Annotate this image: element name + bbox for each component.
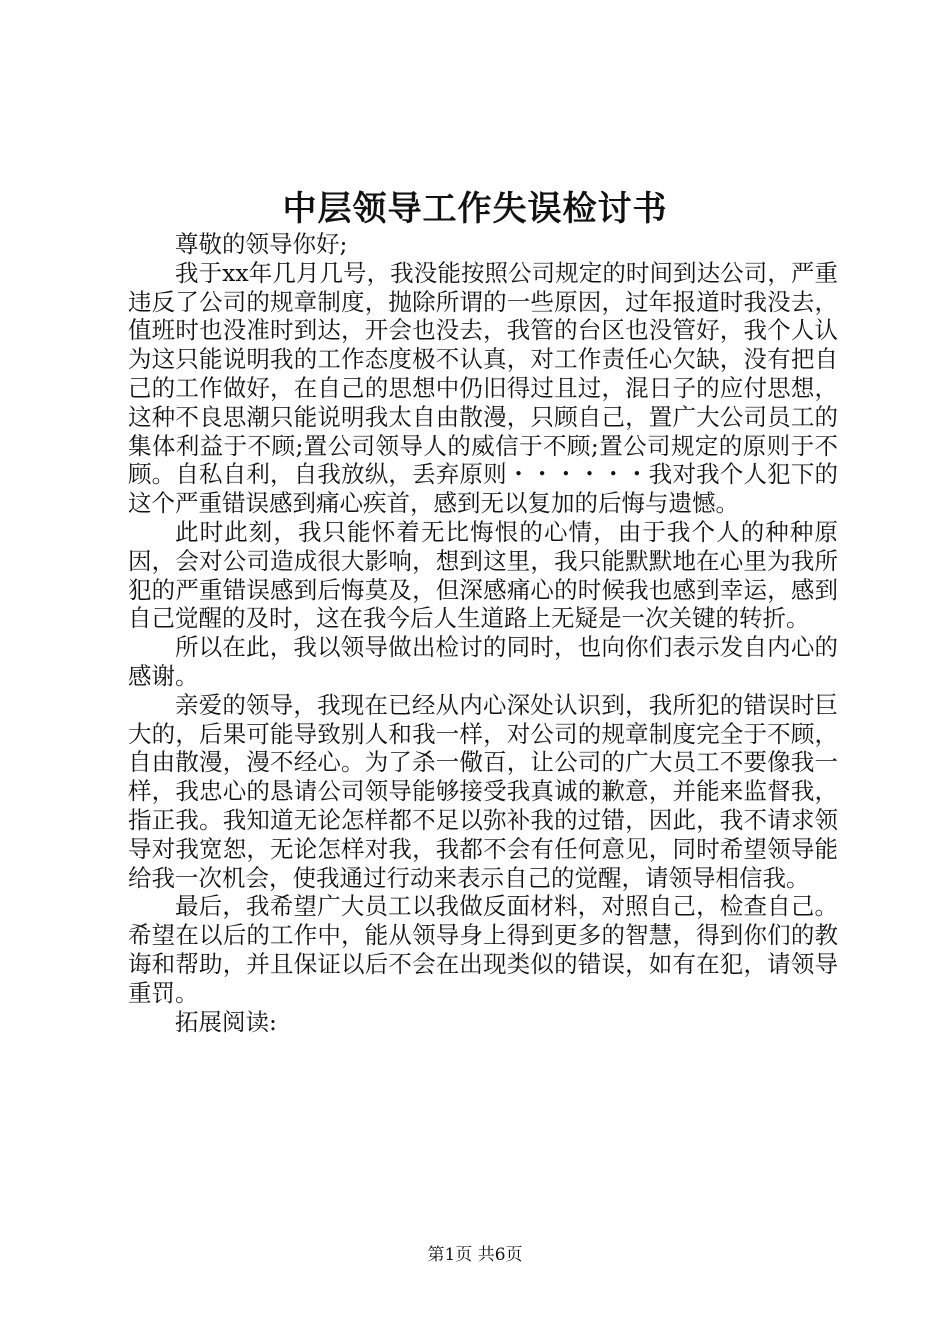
salutation: 尊敬的领导你好; (175, 230, 348, 258)
paragraph: 亲爱的领导，我现在已经从内心深处认识到，我所犯的错误时巨大的，后果可能导致别人和我一样，对公司的规章制度完全于不顾，自由散漫，漫不经心。为了杀一儆百，让公司的广大员工不要像我一样，我忠心的恳请公司领导能够接受我真诚的歉意，并能来监督我，指正我。我知道无论怎样都不足以弥补我的过错，因此，我不请求领导对我宽恕，无论怎样对我，我都不会有任何意见，同时希望领导能给我一次机会，使我通过行动来表示自己的觉醒，请领导相信我。 (128, 690, 838, 892)
page-footer: 第1页 共6页 (427, 1245, 523, 1265)
extended-reading-heading: 拓展阅读: (175, 1007, 277, 1036)
paragraph: 此时此刻，我只能怀着无比悔恨的心情，由于我个人的种种原因，会对公司造成很大影响，想到这里，我只能默默地在心里为我所犯的严重错误感到后悔莫及，但深感痛心的时候我也感到幸运，感到自己觉醒的及时，这在我今后人生道路上无疑是一次关键的转折。 (128, 517, 838, 633)
paragraph: 最后，我希望广大员工以我做反面材料，对照自己，检查自己。希望在以后的工作中，能从领导身上得到更多的智慧，得到你们的教诲和帮助，并且保证以后不会在出现类似的错误，如有在犯，请领导重罚。 (128, 892, 838, 1007)
document-title: 中层领导工作失误检讨书 (282, 189, 668, 229)
paragraph: 所以在此，我以领导做出检讨的同时，也向你们表示发自内心的感谢。 (128, 633, 838, 690)
document-body (128, 230, 838, 1036)
paragraph: 我于xx年几月几号，我没能按照公司规定的时间到达公司，严重违反了公司的规章制度，抛除所谓的一些原因，过年报道时我没去，值班时也没准时到达，开会也没去，我管的台区也没管好，我个人认为这只能说明我的工作态度极不认真，对工作责任心欠缺，没有把自己的工作做好，在自己的思想中仍旧得过且过，混日子的应付思想，这种不良思潮只能说明我太自由散漫，只顾自己，置广大公司员工的集体利益于不顾;置公司领导人的威信于不顾;置公司规定的原则于不顾。自私自利，自我放纵，丢弃原则・・・・・・我对我个人犯下的这个严重错误感到痛心疾首，感到无以复加的后悔与遗憾。 (128, 258, 838, 518)
